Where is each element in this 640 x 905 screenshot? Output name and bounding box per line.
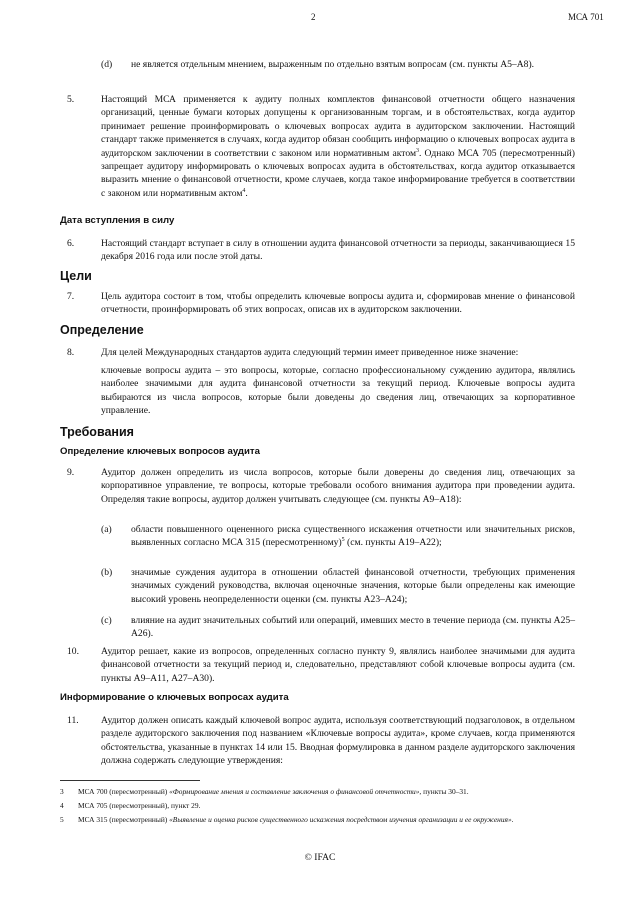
item-d-label: (d): [101, 59, 113, 70]
heading-effective-date: Дата вступления в силу: [60, 215, 175, 226]
item-d-text: не является отдельным мнением, выраженным по отдельно взятым вопросам (см. пункты А5–А8).: [131, 59, 535, 70]
footnote-4-mark: 4: [60, 801, 64, 810]
paragraph-7-number: 7.: [67, 291, 75, 302]
paragraph-6-text: Настоящий стандарт вступает в силу в отношении аудита финансовой отчетности за периоды, заканчивающиеся 15 декабря 2016 года или после этой даты.: [101, 238, 575, 263]
paragraph-10-text: Аудитор решает, какие из вопросов, определенных согласно пункту 9, являлись наиболее значимыми для аудита финансовой отчетности за текущий период и, следовательно, представляют собой ключевые вопросы аудита (см. пункты А9–А11, А27–А30).: [101, 646, 575, 684]
paragraph-8-text: Для целей Международных стандартов аудита следующий термин имеет приведенное ниже значение:: [101, 347, 519, 358]
heading-requirements: Требования: [60, 425, 134, 439]
item-c-label: (c): [101, 615, 112, 626]
page-number: 2: [311, 12, 316, 22]
item-b-text: значимые суждения аудитора в отношении областей финансовой отчетности, требующих применения значимых суждений руководства, включая оценочные значения, которые были определены как имеющие высокий уровень неопределенности оценки (см. пункты А23–А24);: [131, 567, 575, 605]
footer-copyright: © IFAC: [304, 852, 336, 863]
paragraph-9-text: Аудитор должен определить из числа вопросов, которые были доверены до сведения лиц, отвечающих за корпоративное управление, те вопросы, которые требовали особого внимания аудитора при проведении аудита. Определяя такие вопросы, аудитор должен учитывать следующее (см. пункты А9–А18):: [101, 467, 575, 505]
item-c-text: влияние на аудит значительных событий или операций, имевших место в течение периода (см. пункты А25–А26).: [131, 615, 575, 640]
footnote-3-mark: 3: [60, 787, 64, 796]
footnote-5-mark: 5: [60, 815, 64, 824]
footnote-separator: [60, 780, 200, 781]
footnote-ref-3[interactable]: 3: [416, 147, 420, 154]
heading-goals: Цели: [60, 269, 92, 283]
footnote-ref-5[interactable]: 5: [341, 537, 345, 544]
paragraph-9-number: 9.: [67, 467, 75, 478]
paragraph-10-number: 10.: [67, 646, 79, 657]
paragraph-5-text: Настоящий МСА применяется к аудиту полных комплектов финансовой отчетности общего назначения организаций, ценные бумаги которых допущены к организованным торгам, и в обстоятельствах, когда аудитор принимает решение проинформировать о ключевых вопросах аудита в аудиторском заключении. Настоящий стандарт также применяется в случаях, когда аудитор обязан сообщить информацию о ключевых вопросах аудита в аудиторском заключении в соответствии с законом или нормативным актом$^3$. Однако МСА 705 (пересмотренный) запрещает аудитору информировать о ключевых вопросах аудита в обстоятельствах, когда аудитор отказывается выразить мнение о финансовой отчетности, кроме случаев, когда такое информирование требуется в соответствии с законом или нормативным актом$^4$.: [101, 94, 575, 199]
item-a-text: области повышенного оцененного риска существенного искажения отчетности или значительных рисков, выявленных согласно МСА 315 (пересмотренному)$^5$ (см. пункты А19–А22);: [131, 524, 575, 549]
paragraph-11-text: Аудитор должен описать каждый ключевой вопрос аудита, используя соответствующий подзаголовок, в отдельном разделе аудиторского заключения под названием «Ключевые вопросы аудита», кроме случаев, когда применяются обстоятельства, указанные в пунктах 14 или 15. Вводная формулировка в данном разделе аудиторского заключения должна содержать следующие утверждения:: [101, 715, 575, 767]
item-a-label: (a): [101, 524, 112, 535]
paragraph-5-number: 5.: [67, 94, 75, 105]
paragraph-7-text: Цель аудитора состоит в том, чтобы определить ключевые вопросы аудита и, сформировав мнение о финансовой отчетности, проинформировать об этих вопросах, описав их в аудиторском заключении.: [101, 291, 575, 316]
document-code: МСА 701: [568, 12, 604, 22]
subheading-communicating-kam: Информирование о ключевых вопросах аудита: [60, 692, 289, 703]
footnote-ref-4[interactable]: 4: [242, 187, 246, 194]
heading-definition: Определение: [60, 323, 144, 337]
paragraph-8-number: 8.: [67, 347, 75, 358]
paragraph-11-number: 11.: [67, 715, 79, 726]
subheading-determining-kam: Определение ключевых вопросов аудита: [60, 446, 260, 457]
footnote-4-text: МСА 705 (пересмотренный), пункт 29.: [78, 801, 201, 810]
definition-term: ключевые вопросы аудита – это вопросы, которые, согласно профессиональному суждению аудитора, являлись наиболее значимыми для аудита финансовой отчетности за текущий период. Ключевые вопросы аудита выбираются из числа вопросов, которые были доведены до сведения лиц, отвечающих за корпоративное управление.: [101, 365, 575, 417]
item-b-label: (b): [101, 567, 113, 578]
footnote-3-text: МСА 700 (пересмотренный) «Формирование мнения и составление заключения о финансовой отчетности», пункты 30–31.: [78, 787, 469, 796]
footnote-5-text: МСА 315 (пересмотренный) «Выявление и оценка рисков существенного искажения посредством изучения организации и ее окружения».: [78, 815, 514, 824]
paragraph-6-number: 6.: [67, 238, 75, 249]
